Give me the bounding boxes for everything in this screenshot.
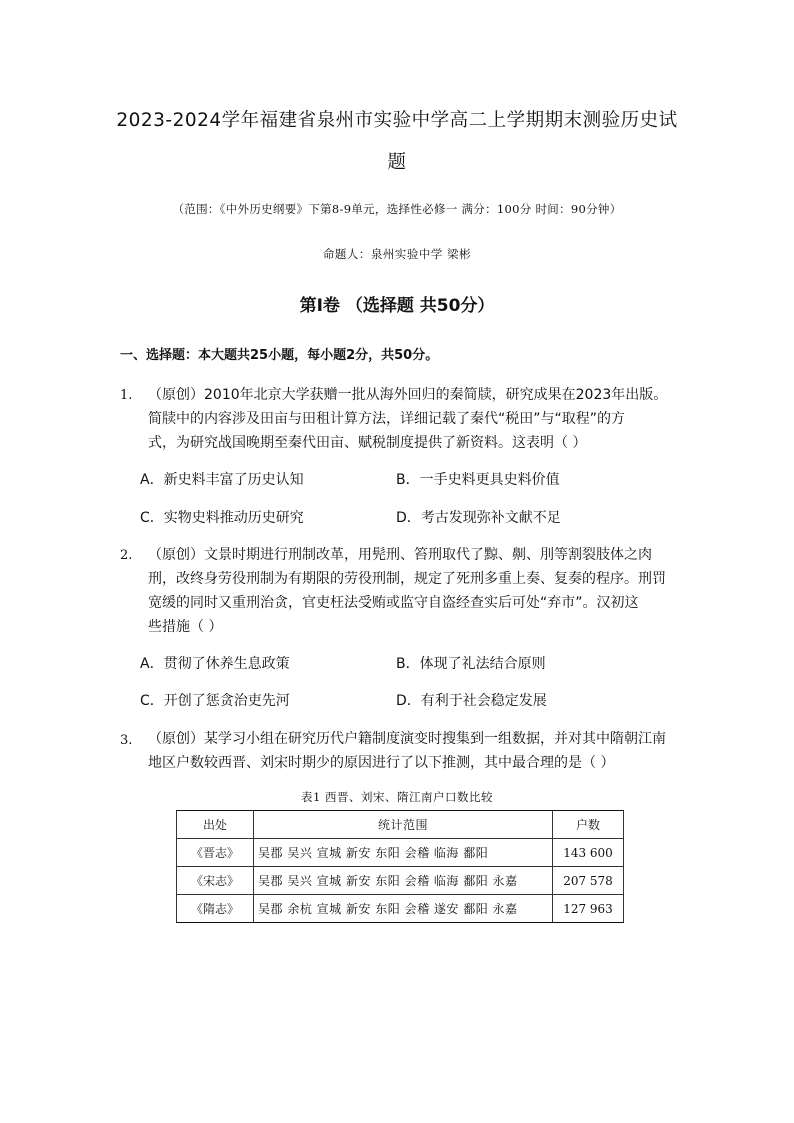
table-cell-households: 207 578 bbox=[553, 867, 624, 895]
question-text-line: 简牍中的内容涉及田亩与田租计算方法，详细记载了秦代“税田”与“取程”的方 bbox=[148, 411, 626, 427]
table-cell-scope: 吴郡 余杭 宣城 新安 东阳 会稽 遂安 鄱阳 永嘉 bbox=[254, 895, 553, 923]
option-b: B．一手史料更具史料价值 bbox=[396, 472, 560, 488]
question-text-line: 式，为研究战国晚期至秦代田亩、赋税制度提供了新资料。这表明（ ） bbox=[148, 435, 587, 451]
option-d: D．有利于社会稳定发展 bbox=[396, 693, 547, 709]
table-cell-scope: 吴郡 吴兴 宣城 新安 东阳 会稽 临海 鄱阳 bbox=[254, 839, 553, 867]
question-text-line: 宽缓的同时又重刑治贪，官吏枉法受贿或监守自盗经查实后可处“弃市”。汉初这 bbox=[148, 595, 639, 611]
exam-title-line-2: 题 bbox=[387, 152, 407, 173]
option-a: A．贯彻了休养生息政策 bbox=[140, 656, 290, 672]
question-text-line: 刑，改终身劳役刑制为有期限的劳役刑制，规定了死刑多重上奏、复奏的程序。刑罚 bbox=[148, 571, 666, 587]
question-number: 2. bbox=[120, 548, 133, 563]
table-cell-source: 《隋志》 bbox=[177, 895, 254, 923]
table-cell-households: 127 963 bbox=[553, 895, 624, 923]
table-header-row bbox=[177, 811, 624, 839]
option-b: B．体现了礼法结合原则 bbox=[396, 656, 546, 672]
household-table bbox=[176, 810, 624, 923]
table-cell-source: 《晋志》 bbox=[177, 839, 254, 867]
exam-title-line-1: 2023-2024学年福建省泉州市实验中学高二上学期期末测验历史试 bbox=[116, 110, 678, 131]
question-text-line: 些措施（ ） bbox=[148, 619, 223, 635]
section-heading: 一、选择题：本大题共25小题，每小题2分，共50分。 bbox=[120, 348, 439, 363]
option-d: D．考古发现弥补文献不足 bbox=[396, 510, 561, 526]
option-a: A．新史料丰富了历史认知 bbox=[140, 472, 304, 488]
question-text-line: （原创）文景时期进行刑制改革，用髡刑、笞刑取代了黥、劓、刖等割裂肢体之肉 bbox=[148, 547, 652, 563]
exam-author: 命题人：泉州实验中学 梁彬 bbox=[322, 247, 472, 261]
question-number: 1. bbox=[120, 388, 133, 403]
table-cell-source: 《宋志》 bbox=[177, 867, 254, 895]
question-number: 3. bbox=[120, 733, 133, 748]
volume-title: 第Ⅰ卷 （选择题 共50分） bbox=[299, 296, 495, 316]
table-row bbox=[177, 895, 624, 923]
exam-scope: （范围：《中外历史纲要》下第8-9单元，选择性必修一 满分：100分 时间：90分钟） bbox=[172, 202, 622, 216]
column-header-households: 户数 bbox=[553, 811, 624, 839]
option-c: C．实物史料推动历史研究 bbox=[140, 510, 304, 526]
table-caption: 表1 西晋、刘宋、隋江南户口数比较 bbox=[301, 790, 493, 804]
question-text-line: （原创）某学习小组在研究历代户籍制度演变时搜集到一组数据，并对其中隋朝江南 bbox=[148, 731, 666, 747]
table-row bbox=[177, 867, 624, 895]
question-text-line: （原创）2010年北京大学获赠一批从海外回归的秦简牍，研究成果在2023年出版。 bbox=[148, 387, 668, 403]
column-header-scope: 统计范围 bbox=[254, 811, 553, 839]
option-c: C．开创了惩贪治吏先河 bbox=[140, 693, 290, 709]
table-row bbox=[177, 839, 624, 867]
table-cell-households: 143 600 bbox=[553, 839, 624, 867]
column-header-source: 出处 bbox=[177, 811, 254, 839]
table-cell-scope: 吴郡 吴兴 宣城 新安 东阳 会稽 临海 鄱阳 永嘉 bbox=[254, 867, 553, 895]
question-text-line: 地区户数较西晋、刘宋时期少的原因进行了以下推测，其中最合理的是（ ） bbox=[148, 755, 615, 771]
